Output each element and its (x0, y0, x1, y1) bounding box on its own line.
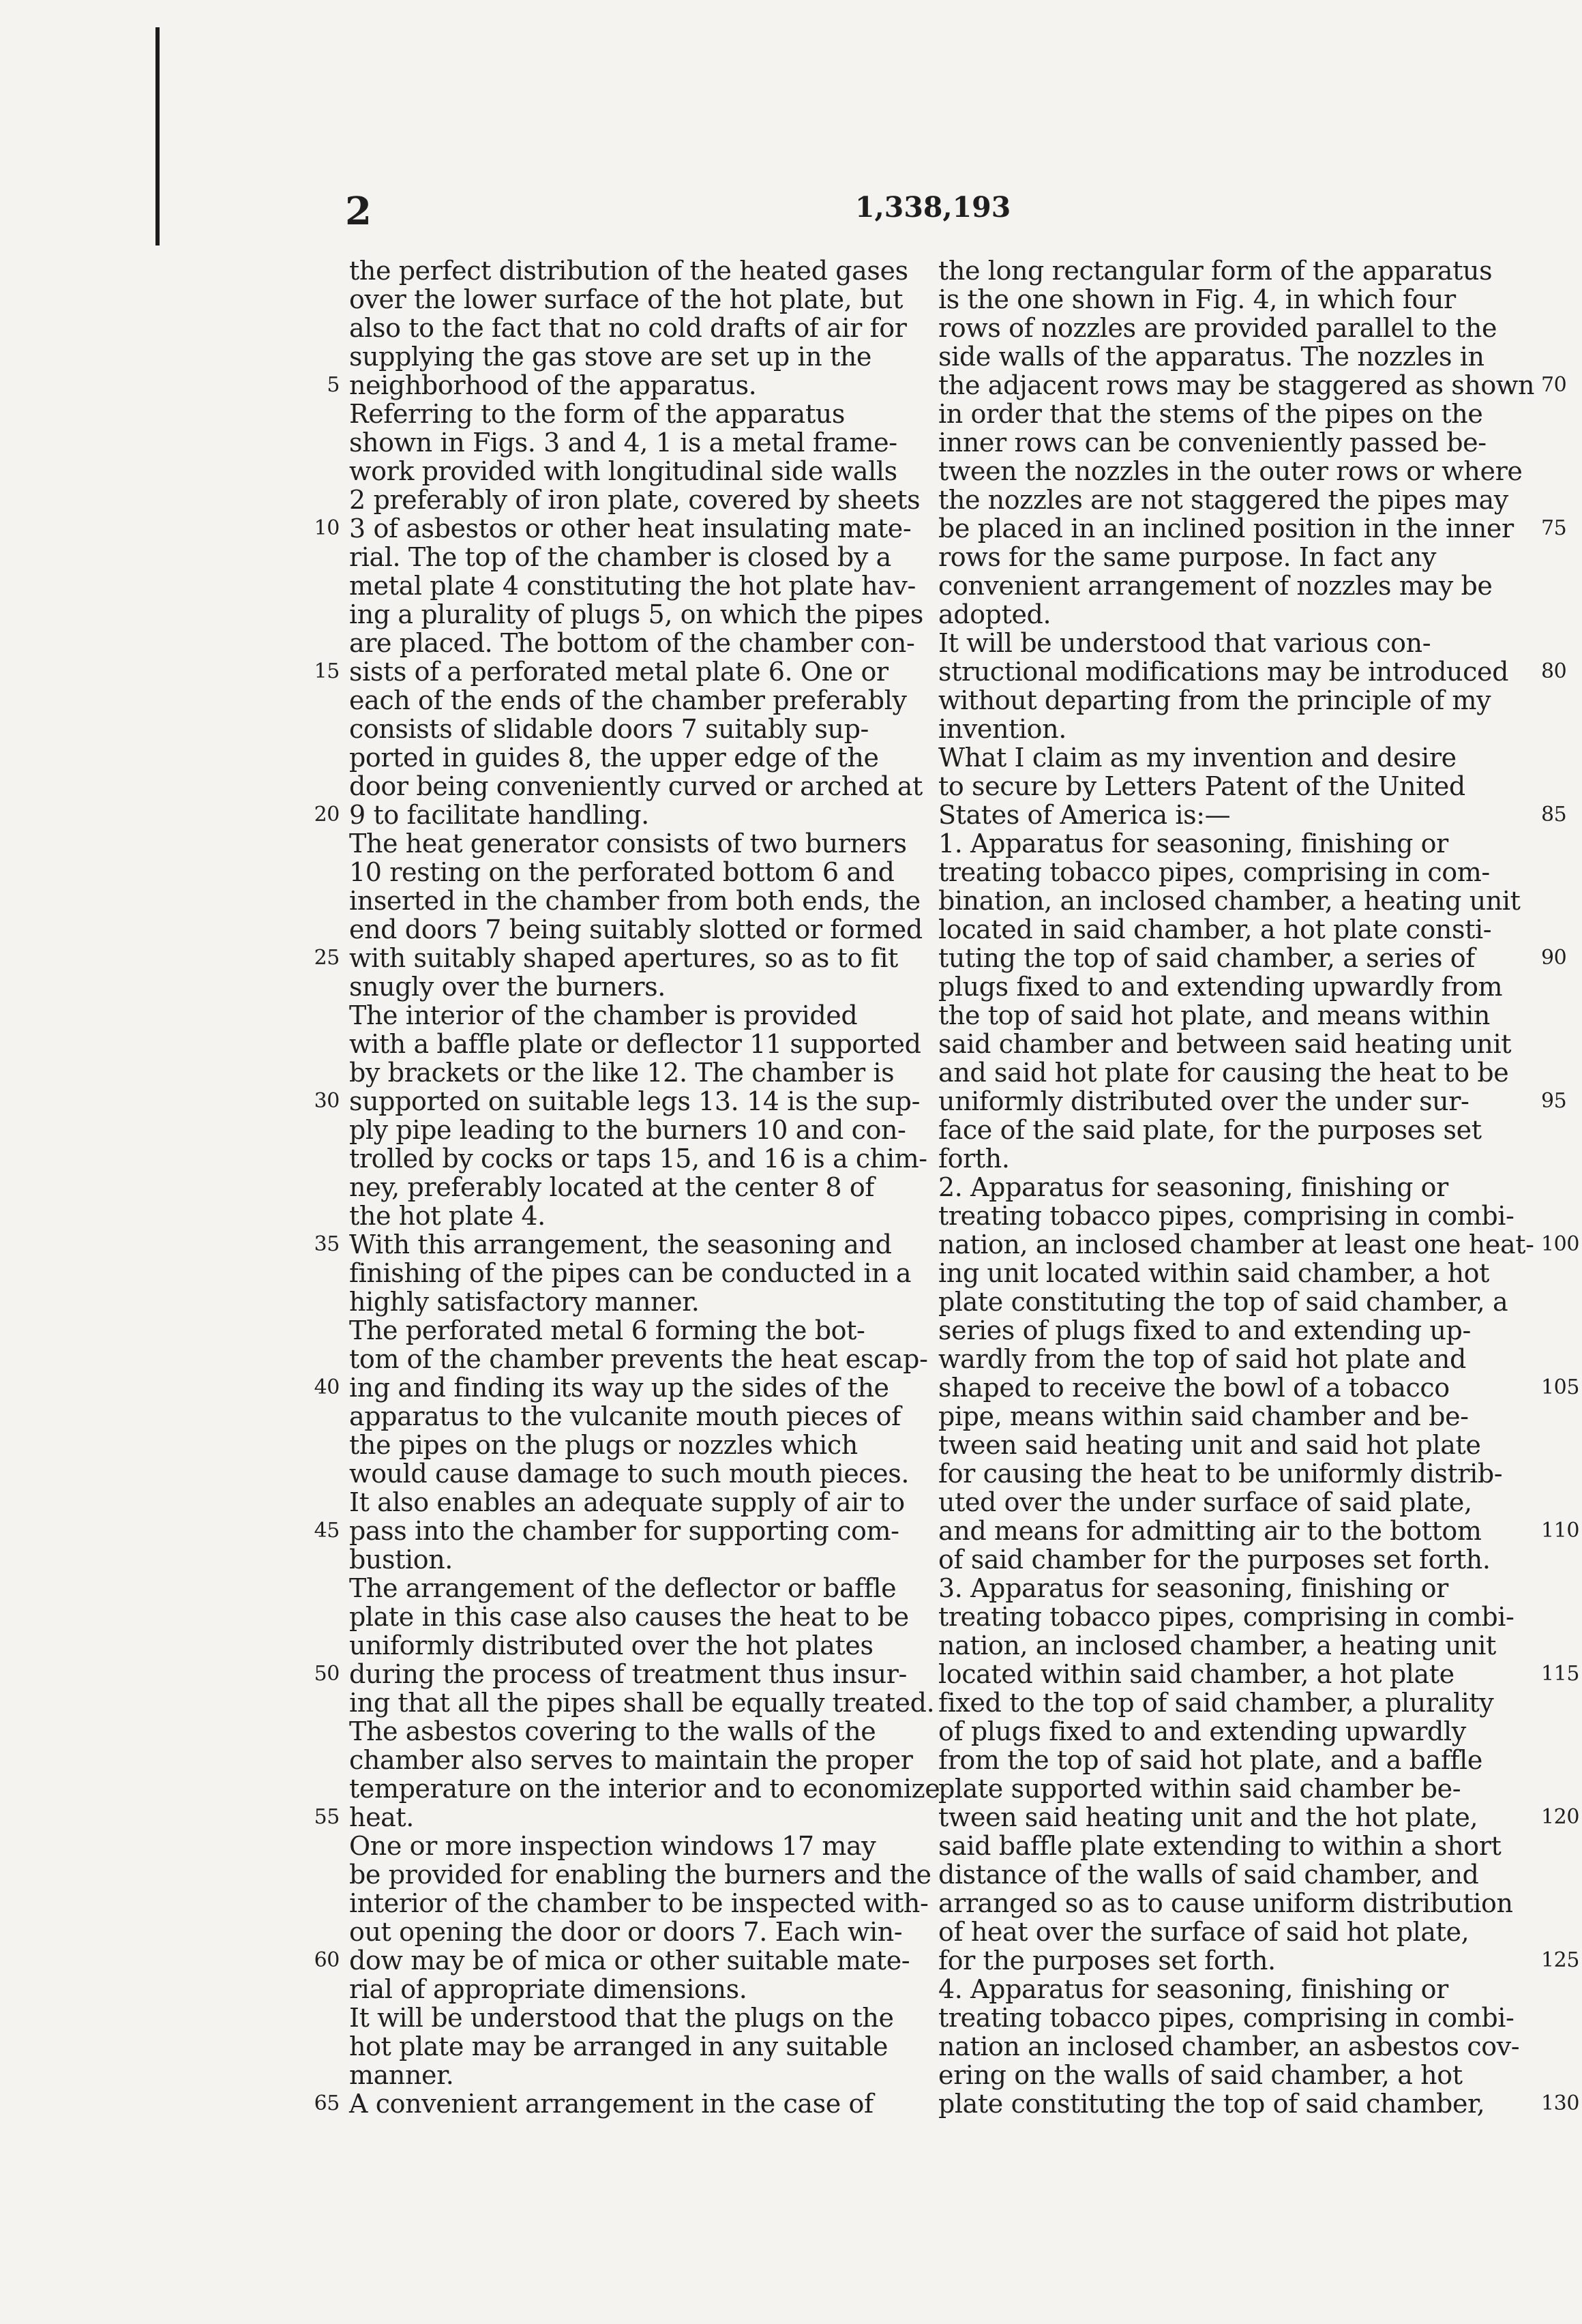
text-line (349, 1030, 921, 1058)
line-number: 55 (314, 1805, 340, 1829)
text-line (938, 428, 1526, 457)
text-line (349, 285, 921, 314)
line-number: 30 (314, 1089, 340, 1113)
line-text: dow may be of mica or other suitable mate- (349, 1946, 910, 1976)
line-text: in order that the stems of the pipes on the (938, 399, 1483, 429)
line-text: interior of the chamber to be inspected with- (349, 1888, 929, 1918)
text-line (938, 285, 1526, 314)
line-text: shaped to receive the bowl of a tobacco (938, 1373, 1450, 1403)
text-line (349, 1832, 921, 1860)
text-line (314, 1659, 921, 1689)
text-line (938, 1001, 1526, 1030)
line-text: supplying the gas stove are set up in the (349, 342, 871, 372)
text-line (938, 342, 1526, 371)
text-line (938, 1717, 1526, 1746)
line-text: of said chamber for the purposes set forth. (938, 1545, 1491, 1575)
text-line (938, 657, 1567, 687)
text-line (349, 1774, 940, 1804)
text-line (938, 715, 1526, 743)
text-line (938, 772, 1526, 801)
text-line (938, 1086, 1567, 1116)
text-line (349, 858, 921, 887)
line-text: 3 of asbestos or other heat insulating mate- (349, 513, 912, 543)
text-line (938, 1688, 1526, 1717)
text-line (314, 943, 921, 973)
text-line (938, 1659, 1580, 1689)
text-line (938, 1459, 1526, 1488)
text-line (349, 543, 921, 571)
line-text: by brackets or the like 12. The chamber is (349, 1058, 895, 1088)
line-text: rows for the same purpose. In fact any (938, 542, 1437, 572)
text-line (938, 1631, 1526, 1660)
line-number: 120 (1541, 1805, 1580, 1829)
text-line (938, 1488, 1526, 1517)
left-text-column (314, 256, 940, 2119)
line-text: side walls of the apparatus. The nozzles in (938, 342, 1484, 372)
line-number: 60 (314, 1948, 340, 1972)
line-text: convenient arrangement of nozzles may be (938, 571, 1493, 601)
margin-rule (155, 27, 160, 245)
text-line (938, 1402, 1526, 1431)
line-text: forth. (938, 1144, 1010, 1174)
text-line (349, 1287, 921, 1316)
text-line (938, 1774, 1526, 1803)
line-text: nation an inclosed chamber, an asbestos cov- (938, 2031, 1520, 2061)
text-line (349, 600, 921, 629)
line-text: arranged so as to cause uniform distribution (938, 1888, 1513, 1918)
text-line (349, 686, 921, 715)
line-number: 40 (314, 1375, 340, 1399)
text-line (314, 1086, 921, 1116)
text-line (349, 1545, 921, 1574)
line-text: bustion. (349, 1545, 453, 1575)
line-text: would cause damage to such mouth pieces. (349, 1459, 910, 1489)
text-line (938, 1975, 1526, 2003)
text-line (938, 1116, 1526, 1144)
line-text: pass into the chamber for supporting com- (349, 1516, 899, 1546)
line-text: the long rectangular form of the apparatus (938, 256, 1493, 286)
line-text: the hot plate 4. (349, 1201, 546, 1231)
line-number: 95 (1541, 1089, 1567, 1113)
text-line (938, 2003, 1526, 2032)
text-line (938, 1603, 1526, 1631)
line-text: plate constituting the top of said chamber, (938, 2089, 1485, 2119)
line-text: supported on suitable legs 13. 14 is the sup- (349, 1086, 921, 1116)
text-line (314, 1373, 921, 1403)
text-line (314, 2089, 921, 2119)
line-text: It will be understood that various con- (938, 628, 1431, 658)
line-text: It will be understood that the plugs on the (349, 2003, 894, 2033)
text-line (349, 1688, 935, 1718)
line-text: located within said chamber, a hot plate (938, 1659, 1454, 1689)
line-text: hot plate may be arranged in any suitable (349, 2031, 889, 2061)
text-line (938, 943, 1567, 973)
text-line (938, 314, 1526, 342)
line-text: from the top of said hot plate, and a baffle (938, 1745, 1482, 1775)
line-text: face of the said plate, for the purposes set (938, 1115, 1482, 1145)
line-number: 50 (314, 1662, 340, 1686)
text-line (938, 858, 1526, 887)
line-number: 70 (1541, 373, 1567, 397)
line-text: ney, preferably located at the center 8 of (349, 1172, 875, 1202)
line-text: 2. Apparatus for seasoning, finishing or (938, 1172, 1448, 1202)
line-text: pipe, means within said chamber and be- (938, 1401, 1469, 1431)
line-text: the top of said hot plate, and means within (938, 1000, 1490, 1030)
line-number: 80 (1541, 659, 1567, 683)
line-text: treating tobacco pipes, comprising in combi- (938, 1602, 1514, 1632)
line-text: with suitably shaped apertures, so as to fit (349, 943, 898, 973)
line-text: said chamber and between said heating unit (938, 1029, 1512, 1059)
text-line (314, 1802, 921, 1832)
line-text: tween said heating unit and said hot plate (938, 1430, 1481, 1460)
line-text: the perfect distribution of the heated gases (349, 256, 908, 286)
line-number: 125 (1541, 1948, 1580, 1972)
text-line (349, 256, 921, 285)
text-line (349, 1259, 921, 1287)
text-line (938, 1860, 1526, 1889)
line-text: nation, an inclosed chamber at least one heat- (938, 1230, 1534, 1260)
text-line (938, 915, 1526, 944)
text-line (349, 1344, 928, 1374)
line-number: 75 (1541, 516, 1567, 540)
line-text: It also enables an adequate supply of air to (349, 1487, 905, 1517)
text-line (349, 1001, 921, 1030)
line-text: door being conveniently curved or arched at (349, 771, 923, 801)
line-text: inner rows can be conveniently passed be- (938, 428, 1487, 458)
text-line (349, 887, 921, 915)
line-text: tuting the top of said chamber, a series of (938, 943, 1475, 973)
line-text: 9 to facilitate handling. (349, 800, 649, 830)
text-line (938, 1373, 1580, 1403)
line-text: tom of the chamber prevents the heat escap- (349, 1344, 928, 1374)
line-text: nation, an inclosed chamber, a heating unit (938, 1630, 1496, 1660)
text-line (349, 400, 921, 428)
line-number: 100 (1541, 1232, 1580, 1256)
text-line (938, 1345, 1526, 1373)
line-text: One or more inspection windows 17 may (349, 1831, 876, 1861)
text-line (938, 629, 1526, 657)
text-line (938, 1516, 1580, 1546)
text-line (938, 2061, 1526, 2089)
text-line (349, 2032, 921, 2061)
line-text: the adjacent rows may be staggered as shown (938, 370, 1535, 400)
line-text: the nozzles are not staggered the pipes may (938, 485, 1508, 515)
line-text: the pipes on the plugs or nozzles which (349, 1430, 858, 1460)
line-text: are placed. The bottom of the chamber con- (349, 628, 915, 658)
line-text: adopted. (938, 599, 1051, 629)
text-line (938, 256, 1526, 285)
line-text: end doors 7 being suitably slotted or formed (349, 914, 923, 944)
text-line (349, 486, 921, 514)
line-text: apparatus to the vulcanite mouth pieces of (349, 1401, 901, 1431)
line-text: be provided for enabling the burners and the (349, 1860, 931, 1890)
line-number: 115 (1541, 1662, 1580, 1686)
line-text: tween said heating unit and the hot plate, (938, 1802, 1478, 1832)
line-text: wardly from the top of said hot plate and (938, 1344, 1466, 1374)
text-line (349, 2061, 921, 2089)
line-text: snugly over the burners. (349, 972, 666, 1002)
line-number: 15 (314, 659, 340, 683)
page-number: 2 (345, 189, 372, 234)
text-line (938, 513, 1567, 543)
line-text: manner. (349, 2060, 454, 2090)
line-text: with a baffle plate or deflector 11 supported (349, 1029, 921, 1059)
line-text: rows of nozzles are provided parallel to the (938, 313, 1497, 343)
line-text: chamber also serves to maintain the proper (349, 1745, 913, 1775)
text-line (314, 657, 921, 687)
text-line (349, 1717, 921, 1746)
text-line (349, 715, 921, 743)
text-line (938, 1316, 1526, 1345)
line-text: fixed to the top of said chamber, a plurality (938, 1688, 1494, 1718)
line-text: What I claim as my invention and desire (938, 743, 1457, 773)
text-line (349, 1431, 921, 1459)
text-line (349, 972, 921, 1001)
line-text: out opening the door or doors 7. Each win- (349, 1917, 903, 1947)
text-line (938, 1287, 1526, 1316)
text-line (938, 457, 1526, 486)
line-text: shown in Figs. 3 and 4, 1 is a metal frame- (349, 428, 897, 458)
line-text: Referring to the form of the apparatus (349, 399, 845, 429)
line-text: sists of a perforated metal plate 6. One or (349, 657, 889, 687)
line-text: With this arrangement, the seasoning and (349, 1230, 892, 1260)
text-line (349, 1860, 931, 1890)
text-line (349, 1058, 921, 1087)
text-line (938, 743, 1526, 772)
line-text: ing that all the pipes shall be equally treated. (349, 1688, 935, 1718)
text-line (938, 1832, 1526, 1860)
line-text: uted over the under surface of said plate, (938, 1487, 1472, 1517)
line-text: 3. Apparatus for seasoning, finishing or (938, 1573, 1448, 1603)
line-text: treating tobacco pipes, comprising in combi- (938, 1201, 1514, 1231)
text-line (938, 1259, 1526, 1287)
line-number: 45 (314, 1519, 340, 1543)
text-line (349, 1888, 929, 1918)
line-text: 10 resting on the perforated bottom 6 and (349, 857, 895, 887)
line-text: The perforated metal 6 forming the bot- (349, 1315, 865, 1345)
text-line (349, 1488, 921, 1517)
text-line (938, 486, 1526, 514)
text-line (938, 2032, 1526, 2061)
line-text: heat. (349, 1802, 414, 1832)
line-text: over the lower surface of the hot plate, but (349, 284, 903, 314)
line-text: inserted in the chamber from both ends, the (349, 886, 921, 916)
line-text: ing a plurality of plugs 5, on which the pipes (349, 599, 923, 629)
line-text: rial of appropriate dimensions. (349, 1974, 747, 2004)
text-line (349, 2003, 921, 2032)
text-line (327, 370, 921, 400)
line-text: finishing of the pipes can be conducted in a (349, 1258, 912, 1288)
text-line (938, 829, 1526, 858)
text-line (938, 1946, 1580, 1976)
line-text: 4. Apparatus for seasoning, finishing or (938, 1974, 1448, 2004)
text-line (349, 629, 921, 657)
text-line (938, 1574, 1526, 1603)
line-text: plugs fixed to and extending upwardly from (938, 972, 1503, 1002)
text-line (349, 1144, 927, 1174)
text-line (314, 800, 921, 830)
text-line (938, 686, 1526, 715)
text-line (349, 1574, 921, 1603)
text-line (938, 1030, 1526, 1058)
text-line (349, 457, 921, 486)
text-line (349, 1603, 921, 1631)
text-line (314, 1946, 921, 1976)
text-line (938, 571, 1526, 600)
line-text: structional modifications may be introduced (938, 657, 1509, 687)
line-text: of plugs fixed to and extending upwardly (938, 1716, 1466, 1746)
text-line (349, 1316, 921, 1345)
line-text: highly satisfactory manner. (349, 1287, 700, 1317)
line-text: The arrangement of the deflector or baffle (349, 1573, 897, 1603)
line-text: uniformly distributed over the hot plates (349, 1630, 874, 1660)
text-line (349, 1402, 921, 1431)
text-line (349, 342, 921, 371)
text-line (938, 1230, 1580, 1260)
line-text: located in said chamber, a hot plate consti- (938, 914, 1492, 944)
line-text: to secure by Letters Patent of the United (938, 771, 1465, 801)
text-line (349, 1202, 921, 1230)
line-text: without departing from the principle of my (938, 685, 1491, 715)
line-text: work provided with longitudinal side walls (349, 456, 897, 486)
text-line (938, 370, 1567, 400)
line-text: metal plate 4 constituting the hot plate hav- (349, 571, 916, 601)
line-text: distance of the walls of said chamber, and (938, 1860, 1479, 1890)
line-text: tween the nozzles in the outer rows or where (938, 456, 1523, 486)
text-line (938, 543, 1526, 571)
line-text: The asbestos covering to the walls of the (349, 1716, 876, 1746)
text-line (349, 1631, 921, 1660)
line-text: A convenient arrangement in the case of (349, 2089, 874, 2119)
line-number: 90 (1541, 946, 1567, 970)
text-line (938, 1545, 1526, 1574)
text-line (349, 571, 921, 600)
line-text: and means for admitting air to the bottom (938, 1516, 1482, 1546)
line-text: bination, an inclosed chamber, a heating unit (938, 886, 1521, 916)
line-number: 65 (314, 2091, 340, 2115)
text-line (938, 1058, 1526, 1087)
text-line (938, 1918, 1526, 1946)
text-line (349, 1918, 921, 1946)
line-number: 110 (1541, 1519, 1580, 1543)
text-line (938, 400, 1526, 428)
line-number: 35 (314, 1232, 340, 1256)
line-number: 85 (1541, 803, 1567, 826)
line-number: 5 (327, 373, 340, 397)
text-line (349, 1173, 921, 1202)
line-text: The heat generator consists of two burners (349, 829, 907, 859)
line-text: plate in this case also causes the heat to be (349, 1602, 909, 1632)
line-text: trolled by cocks or taps 15, and 16 is a chim- (349, 1144, 927, 1174)
line-text: also to the fact that no cold drafts of air for (349, 313, 907, 343)
line-text: for causing the heat to be uniformly distrib- (938, 1459, 1503, 1489)
line-text: each of the ends of the chamber preferably (349, 685, 907, 715)
line-text: be placed in an inclined position in the inner (938, 513, 1514, 543)
line-text: 1. Apparatus for seasoning, finishing or (938, 829, 1448, 859)
text-line (938, 1431, 1526, 1459)
line-text: neighborhood of the apparatus. (349, 370, 757, 400)
line-text: and said hot plate for causing the heat to be (938, 1058, 1509, 1088)
right-text-column (938, 256, 1580, 2119)
text-line (938, 972, 1526, 1001)
text-line (314, 513, 921, 543)
line-text: series of plugs fixed to and extending up- (938, 1315, 1471, 1345)
text-line (349, 1975, 921, 2003)
text-line (938, 1173, 1526, 1202)
line-text: for the purposes set forth. (938, 1946, 1276, 1976)
line-number: 20 (314, 803, 340, 826)
line-number: 105 (1541, 1375, 1580, 1399)
text-line (349, 743, 921, 772)
line-text: States of America is:— (938, 800, 1231, 830)
text-line (349, 1746, 921, 1774)
line-text: of heat over the surface of said hot plate, (938, 1917, 1469, 1947)
text-line (314, 1230, 921, 1260)
line-text: plate supported within said chamber be- (938, 1774, 1461, 1804)
line-text: consists of slidable doors 7 suitably sup- (349, 714, 869, 744)
text-line (349, 314, 921, 342)
line-text: ing and finding its way up the sides of the (349, 1373, 889, 1403)
text-line (349, 428, 921, 457)
text-line (938, 2089, 1580, 2119)
line-text: ing unit located within said chamber, a hot (938, 1258, 1490, 1288)
line-text: is the one shown in Fig. 4, in which four (938, 284, 1456, 314)
line-text: ering on the walls of said chamber, a hot (938, 2060, 1463, 2090)
text-line (938, 1889, 1526, 1918)
line-text: during the process of treatment thus insur- (349, 1659, 907, 1689)
line-text: temperature on the interior and to economize (349, 1774, 940, 1804)
line-text: said baffle plate extending to within a short (938, 1831, 1502, 1861)
line-text: plate constituting the top of said chamber, a (938, 1287, 1508, 1317)
text-line (349, 1116, 921, 1144)
text-line (349, 829, 921, 858)
text-line (938, 800, 1567, 830)
text-line (349, 1459, 921, 1488)
line-number: 25 (314, 946, 340, 970)
line-number: 10 (314, 516, 340, 540)
text-line (938, 1202, 1526, 1230)
text-line (314, 1516, 921, 1546)
text-line (938, 1746, 1526, 1774)
text-line (938, 600, 1526, 629)
line-text: treating tobacco pipes, comprising in com- (938, 857, 1490, 887)
line-text: 2 preferably of iron plate, covered by sheets (349, 485, 921, 515)
line-text: The interior of the chamber is provided (349, 1000, 858, 1030)
text-line (349, 915, 921, 944)
text-line (938, 1802, 1580, 1832)
patent-number: 1,338,193 (855, 191, 1011, 224)
line-text: ported in guides 8, the upper edge of the (349, 743, 879, 773)
text-line (938, 1144, 1526, 1173)
line-text: ply pipe leading to the burners 10 and con- (349, 1115, 906, 1145)
text-line (938, 887, 1526, 915)
line-text: invention. (938, 714, 1066, 744)
line-text: treating tobacco pipes, comprising in combi- (938, 2003, 1514, 2033)
line-number: 130 (1541, 2091, 1580, 2115)
text-line (349, 772, 921, 801)
line-text: rial. The top of the chamber is closed by a (349, 542, 891, 572)
line-text: uniformly distributed over the under sur- (938, 1086, 1469, 1116)
